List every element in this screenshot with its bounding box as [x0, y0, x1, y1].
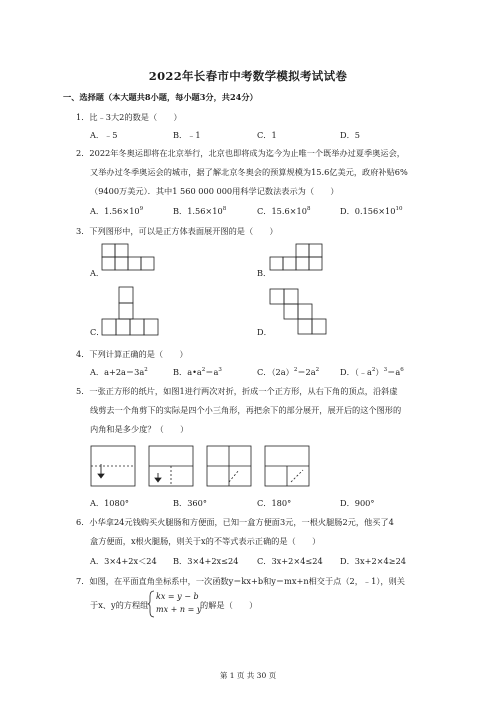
- question-5-line-2: 线剪去一个角剪下的实际是四个小三角形，再把余下的部分展开，展开后的这个图形的: [90, 405, 402, 415]
- cube-net-b: [270, 244, 350, 278]
- system-equation-2: mx + n = y: [156, 605, 202, 614]
- question-5-line-1: 5．一张正方形的纸片，如图1进行两次对折，折成一个正方形，从右下角的顶点，沿斜虚: [76, 386, 398, 396]
- question-1-stem: 1．比﹣3大2的数是（ ）: [76, 112, 182, 122]
- question-2-line-3: （9400万美元）．其中1 560 000 000用科学记数法表示为（ ）: [90, 186, 339, 196]
- fold-figures: [91, 446, 471, 488]
- q2-option-d: D．$0.156\times 10^{10}$: [340, 206, 403, 216]
- cube-net-c: [102, 287, 182, 337]
- q6-option-a: A．3×4+2x＜24: [90, 556, 157, 566]
- q3-label-a: A．: [90, 268, 105, 278]
- q1-option-d: D．5: [340, 130, 360, 140]
- q3-label-d: D．: [257, 327, 272, 337]
- system-equation-1: kx = y − b: [156, 592, 199, 601]
- q6-option-c: C．3x+2×4≤24: [257, 556, 323, 566]
- q1-option-a: A．﹣5: [90, 130, 118, 140]
- question-7-line-2-suffix: 的解是（ ）: [200, 600, 258, 610]
- question-6-line-2: 盒方便面，x根火腿肠，则关于x的不等式表示正确的是（ ）: [90, 536, 321, 546]
- question-4-stem: 4．下列计算正确的是（ ）: [76, 349, 188, 359]
- question-2-line-2: 又举办过冬季奥运会的城市，据了解北京冬奥会的预算规模为15.6亿美元，政府补贴6%: [90, 167, 408, 177]
- q5-option-d: D．900°: [340, 498, 375, 508]
- section-heading: 一、选择题（本大题共8小题，每小题3分，共24分）: [63, 92, 258, 102]
- q2-option-b: B．$1.56\times 10^8$: [173, 206, 227, 216]
- cube-net-a: [102, 244, 182, 278]
- left-brace-icon: [147, 590, 155, 618]
- q5-option-c: C．180°: [257, 498, 292, 508]
- q1-option-c: C．1: [257, 130, 277, 140]
- question-2-line-1: 2．2022年冬奥运即将在北京举行，北京也即将成为迄今为止唯一个既举办过夏季奥运会，: [76, 148, 405, 158]
- q6-option-d: D．3x+2×4≥24: [340, 556, 406, 566]
- q4-option-d: D．$(﹣a^2)^3=a^6$: [340, 367, 404, 377]
- q4-option-b: B．$a•a^2=a^3$: [173, 367, 222, 377]
- question-6-line-1: 6．小华拿24元钱购买火腿肠和方便面，已知一盒方便面3元，一根火腿肠2元，他买了4: [76, 517, 394, 527]
- question-3-stem: 3．下列图形中，可以是正方体表面展开图的是（ ）: [76, 226, 278, 236]
- q1-option-b: B．﹣1: [173, 130, 201, 140]
- q4-option-a: A．$a+2a=3a^2$: [90, 367, 148, 377]
- q2-option-a: A．$1.56\times 10^9$: [90, 206, 144, 216]
- cube-net-d: [270, 289, 350, 339]
- q4-option-c: C．$(2a)^2=2a^2$: [257, 367, 320, 377]
- question-7-line-1: 7．如图，在平面直角坐标系中，一次函数y＝kx+b和y＝mx+n相交于点（2，﹣1），则关: [76, 576, 405, 586]
- q2-option-c: C．$15.6\times 10^8$: [257, 206, 311, 216]
- q5-option-a: A．1080°: [90, 498, 130, 508]
- q6-option-b: B．3×4+2x≤24: [173, 556, 239, 566]
- page-title: 2022年长春市中考数学模拟考试试卷: [148, 69, 348, 83]
- q5-option-b: B．360°: [173, 498, 207, 508]
- page-footer: 第 1 页 共 30 页: [219, 671, 277, 680]
- question-7-line-2-prefix: 于x、y的方程组: [90, 600, 149, 610]
- question-5-line-3: 内角和是多少度？（ ）: [90, 424, 189, 434]
- q3-label-b: B．: [257, 268, 272, 278]
- q3-label-c: C．: [90, 327, 105, 337]
